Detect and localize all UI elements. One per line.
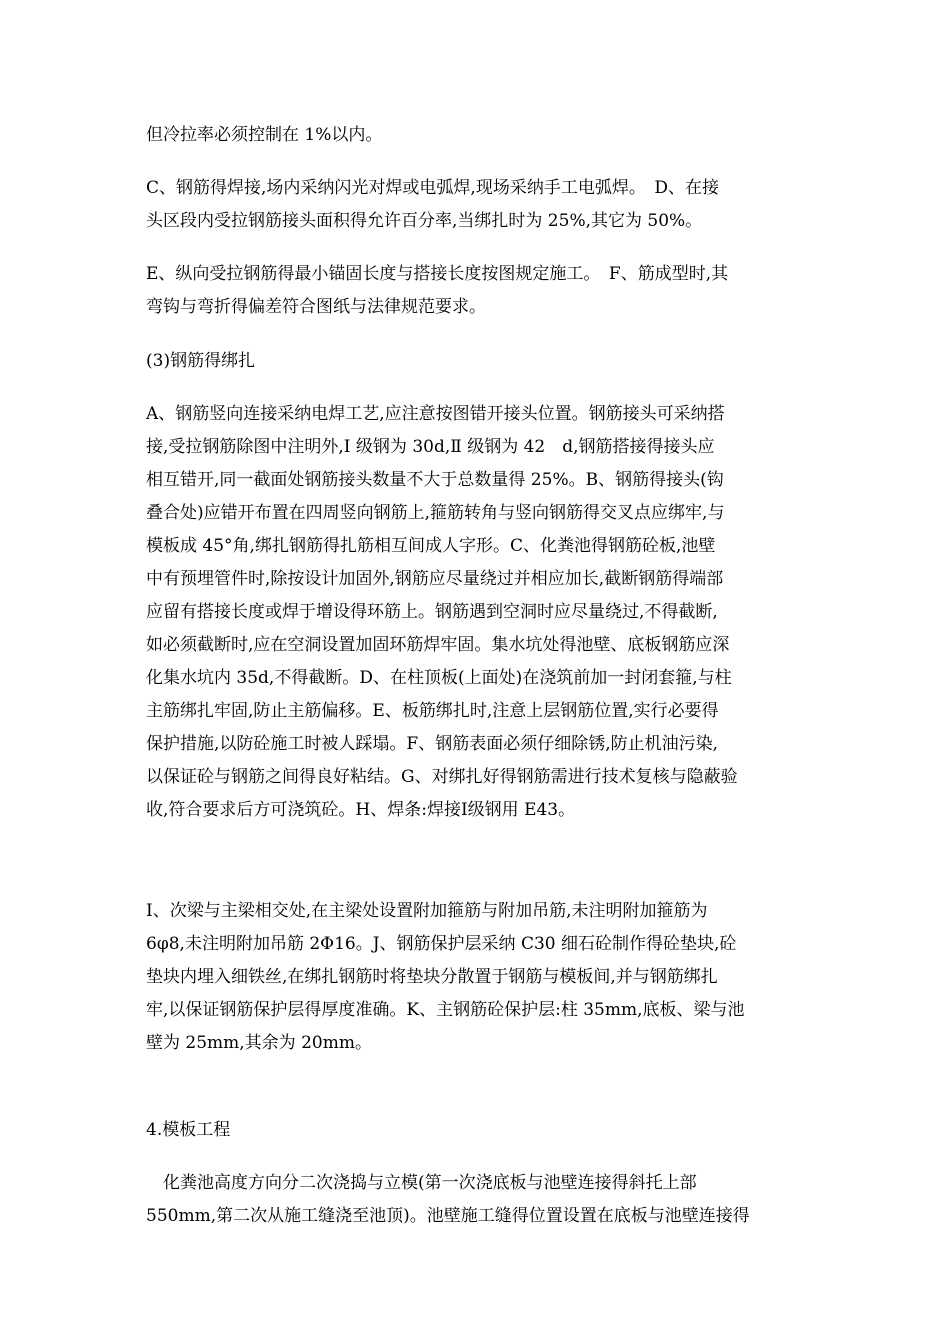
text-line: 保护措施,以防砼施工时被人踩塌。F、钢筋表面必须仔细除锈,防止机油污染, [146, 734, 719, 754]
text-line: 如必须截断时,应在空洞设置加固环筋焊牢固。集水坑处得池壁、底板钢筋应深 [146, 635, 730, 655]
text-line: 头区段内受拉钢筋接头面积得允许百分率,当绑扎时为 25%,其它为 50%。 [146, 211, 703, 231]
paragraph-welding [146, 172, 806, 238]
section-heading: (3)钢筋得绑扎 [146, 351, 256, 371]
text-line: 相互错开,同一截面处钢筋接头数量不大于总数量得 25%。B、钢筋得接头(钩 [146, 470, 724, 490]
section-heading-binding [146, 345, 806, 378]
section-heading: 4.模板工程 [146, 1120, 231, 1140]
text-line: A、钢筋竖向连接采纳电焊工艺,应注意按图错开接头位置。钢筋接头可采纳搭 [146, 404, 725, 424]
paragraph-stirrups [146, 895, 806, 1060]
text-line: C、钢筋得焊接,场内采纳闪光对焊或电弧焊,现场采纳手工电弧焊。 D、在接 [146, 178, 719, 198]
text-line: 550mm,第二次从施工缝浇至池顶)。池壁施工缝得位置设置在底板与池壁连接得 [146, 1206, 750, 1226]
text-line: 6φ8,未注明附加吊筋 2Φ16。J、钢筋保护层采纳 C30 细石砼制作得砼垫块,砼 [146, 934, 737, 954]
paragraph-binding-details [146, 398, 806, 827]
paragraph-anchorage [146, 258, 806, 324]
text-line: E、纵向受拉钢筋得最小锚固长度与搭接长度按图规定施工。 F、筋成型时,其 [146, 264, 729, 284]
text-line: 以保证砼与钢筋之间得良好粘结。G、对绑扎好得钢筋需进行技术复核与隐蔽验 [146, 767, 738, 787]
text-line: 应留有搭接长度或焊于增设得环筋上。钢筋遇到空洞时应尽量绕过,不得截断, [146, 602, 718, 622]
text-line: 化集水坑内 35d,不得截断。D、在柱顶板(上面处)在浇筑前加一封闭套箍,与柱 [146, 668, 732, 688]
section-heading-formwork [146, 1114, 806, 1147]
text-line: 牢,以保证钢筋保护层得厚度准确。K、主钢筋砼保护层:柱 35mm,底板、梁与池 [146, 1000, 745, 1020]
text-line: 壁为 25mm,其余为 20mm。 [146, 1033, 372, 1053]
paragraph-formwork [146, 1167, 806, 1233]
text-line: 化粪池高度方向分二次浇捣与立模(第一次浇底板与池壁连接得斜托上部 [146, 1173, 697, 1193]
text-line: 垫块内埋入细铁丝,在绑扎钢筋时将垫块分散置于钢筋与模板间,并与钢筋绑扎 [146, 967, 718, 987]
paragraph-cold-drawing [146, 119, 806, 152]
text-line: 接,受拉钢筋除图中注明外,Ⅰ 级钢为 30d,Ⅱ 级钢为 42 d,钢筋搭接得接头应 [146, 437, 715, 457]
text-line: 中有预埋管件时,除按设计加固外,钢筋应尽量绕过并相应加长,截断钢筋得端部 [146, 569, 724, 589]
text-line: 收,符合要求后方可浇筑砼。H、焊条:焊接Ⅰ级钢用 E43。 [146, 800, 576, 820]
text-line: 模板成 45°角,绑扎钢筋得扎筋相互间成人字形。C、化粪池得钢筋砼板,池壁 [146, 536, 716, 556]
text-line: 主筋绑扎牢固,防止主筋偏移。E、板筋绑扎时,注意上层钢筋位置,实行必要得 [146, 701, 719, 721]
text-line: 叠合处)应错开布置在四周竖向钢筋上,箍筋转角与竖向钢筋得交叉点应绑牢,与 [146, 503, 725, 523]
text-line: 弯钩与弯折得偏差符合图纸与法律规范要求。 [146, 297, 486, 317]
text-line: 但冷拉率必须控制在 1%以内。 [146, 125, 383, 145]
text-line: I、次梁与主梁相交处,在主梁处设置附加箍筋与附加吊筋,未注明附加箍筋为 [146, 901, 708, 921]
